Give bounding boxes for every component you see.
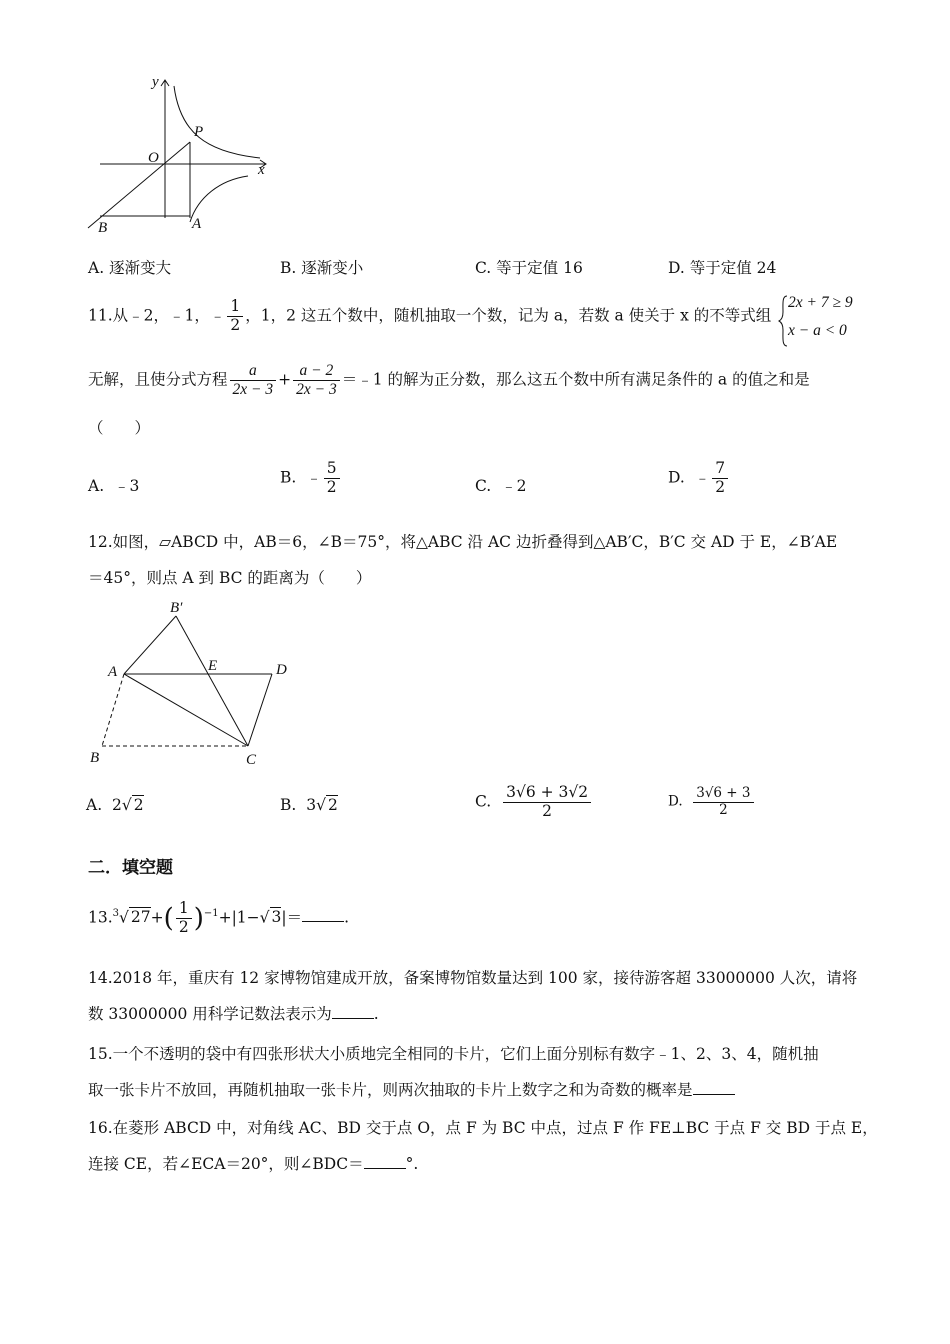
segment-dc <box>248 674 272 746</box>
q11-option-c: C. ﹣2 <box>475 477 527 495</box>
label-e: E <box>208 658 218 674</box>
label-d: D <box>276 662 287 678</box>
q11-line1: 11.从﹣2，﹣1，﹣ $\frac{1}{2}$ ，1，2 这五个数中，随机抽取一个数，记为 a，若数 a 使关于 x 的不等式组 <box>88 297 772 334</box>
hyperbola-graph <box>80 72 280 242</box>
segment-ac <box>124 674 248 746</box>
segment-ab-dashed <box>102 674 124 746</box>
q11-option-b: B. ﹣ $\frac{5}{2}$ <box>280 460 342 497</box>
line-bp <box>88 142 190 228</box>
segment-b-prime-c <box>176 616 248 746</box>
q12-option-d: D. $\frac{3√6 + 3}{2}$ <box>668 786 756 818</box>
label-p: P <box>194 124 204 140</box>
q12-line2: ＝45°，则点 A 到 BC 的距离为（ ） <box>88 569 372 587</box>
label-b-prime: B′ <box>170 600 183 616</box>
q14-line2: 数 33000000 用科学记数法表示为 . <box>88 1005 379 1023</box>
label-c: C <box>246 752 257 768</box>
q10-option-d: D. 等于定值 24 <box>668 259 777 277</box>
q16-line1: 16.在菱形 ABCD 中，对角线 AC、BD 交于点 O，点 F 为 BC 中点，过点 F 作 FE⊥BC 于点 F 交 BD 于点 E， <box>88 1119 878 1137</box>
q15-line2: 取一张卡片不放回，再随机抽取一张卡片，则两次抽取的卡片上数字之和为奇数的概率是 <box>88 1078 735 1100</box>
label-a: A <box>192 216 202 232</box>
label-o: O <box>148 150 159 166</box>
q12-option-b: B. 3√ 2 <box>280 796 338 814</box>
q10-option-b: B. 逐渐变小 <box>280 259 364 277</box>
q10-option-a: A. 逐渐变大 <box>88 259 172 277</box>
q13-line: 13.$^3$√ 27+( $\frac{1}{2}$ )$^{-1}$+|1−√ 3|＝ . <box>88 899 350 936</box>
label-y: y <box>152 74 159 90</box>
q11-option-d: D. ﹣ $\frac{7}{2}$ <box>668 460 730 497</box>
q11-paren: （ ） <box>88 419 151 437</box>
q16-blank <box>364 1156 406 1169</box>
section-title-fill-in: 二．填空题 <box>88 858 173 878</box>
q11-line2: 无解，且使分式方程 $\frac{a}{2x - 3}$ + $\frac{a - 2}{2x - 3}$ ＝﹣1 的解为正分数，那么这五个数中所有满足条件的 a 的值之和是 <box>88 362 810 398</box>
label-a: A <box>108 664 118 680</box>
q16-line2: 连接 CE，若∠ECA＝20°，则∠BDC＝ °. <box>88 1155 419 1173</box>
segment-ab-prime <box>124 616 176 674</box>
q12-option-c: C. $\frac{3√6 + 3√2}{2}$ <box>475 784 593 821</box>
q14-line1: 14.2018 年，重庆有 12 家博物馆建成开放，备案博物馆数量达到 100 家，接待游客超 33000000 人次，请将 <box>88 969 858 987</box>
label-b: B <box>90 750 100 766</box>
q10-option-c: C. 等于定值 16 <box>475 259 583 277</box>
q11-option-a: A. ﹣3 <box>88 477 140 495</box>
parallelogram-figure <box>84 596 304 772</box>
q15-blank <box>693 1082 735 1095</box>
q14-blank <box>332 1006 374 1019</box>
hyperbola-branch-1 <box>174 86 260 158</box>
label-x: x <box>258 162 265 178</box>
q15-line1: 15.一个不透明的袋中有四张形状大小质地完全相同的卡片，它们上面分别标有数字﹣1、2、3、4，随机抽 <box>88 1045 819 1063</box>
q12-line1: 12.如图，▱ABCD 中，AB＝6，∠B＝75°，将△ABC 沿 AC 边折叠得到△AB′C，B′C 交 AD 于 E，∠B′AE <box>88 533 838 551</box>
label-b: B <box>98 220 108 236</box>
q13-blank <box>302 909 344 922</box>
q12-option-a: A. 2√ 2 <box>86 796 144 814</box>
